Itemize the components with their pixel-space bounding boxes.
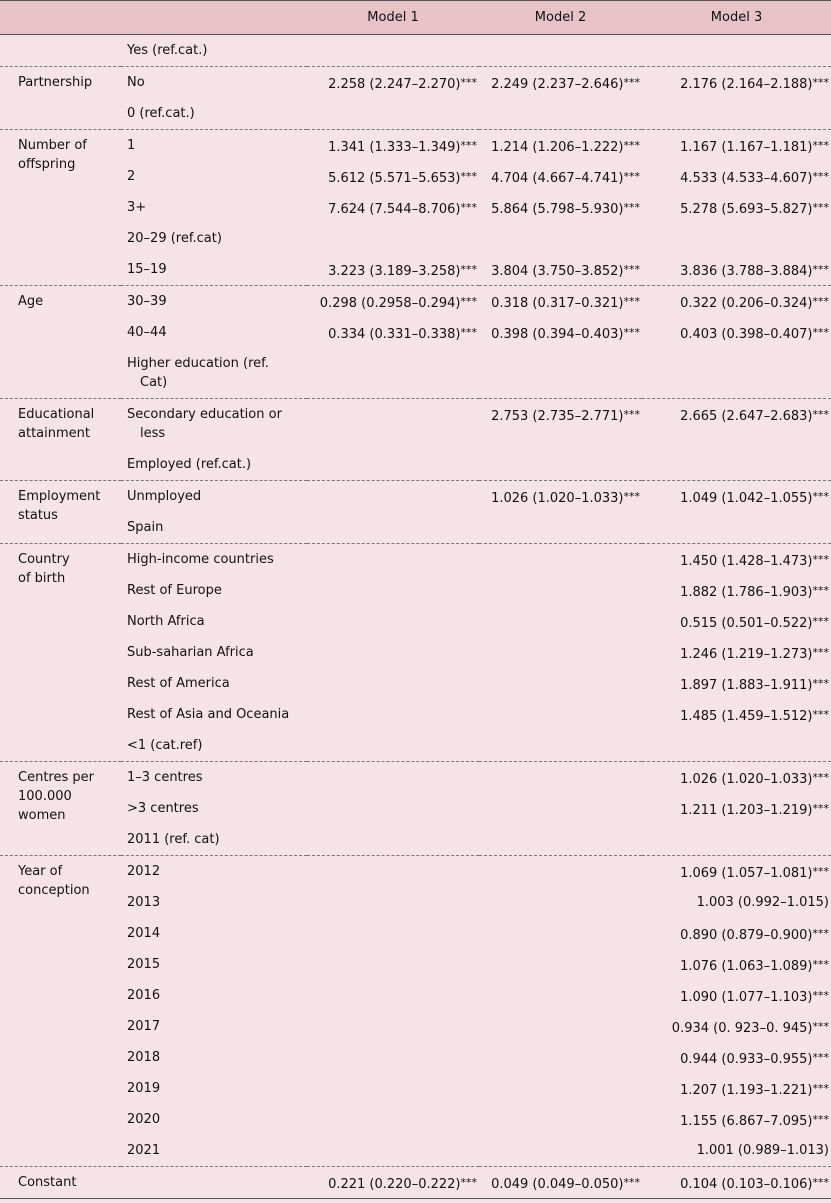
table-row <box>0 449 831 481</box>
level-label-line: 2013 <box>127 895 161 910</box>
table-row <box>0 1073 831 1104</box>
level-label <box>121 1104 307 1135</box>
table-row <box>0 348 831 399</box>
model-1-value: 5.612 (5.571–5.653)*** <box>328 170 477 186</box>
model-1-value: 2.258 (2.247–2.270)*** <box>307 67 479 99</box>
variable-label <box>0 67 121 130</box>
model-3-value <box>642 348 831 399</box>
significance-stars: *** <box>812 927 829 940</box>
variable-label-line: women <box>18 808 66 823</box>
variable-label-line: Year of <box>18 864 63 879</box>
model-3-value: 1.882 (1.786–1.903)*** <box>680 584 829 600</box>
significance-stars: *** <box>623 326 640 339</box>
variable-label <box>0 399 121 481</box>
table-row <box>0 317 831 348</box>
table-row <box>0 1042 831 1073</box>
header-model-3: Model 3 <box>642 1 831 35</box>
level-label <box>121 856 307 888</box>
model-1-value <box>307 1104 479 1135</box>
table-row <box>0 637 831 668</box>
level-label-line: Unmployed <box>127 489 202 504</box>
significance-stars: *** <box>460 76 477 89</box>
level-label-line: 1–3 centres <box>127 770 203 785</box>
level-label <box>121 1135 307 1167</box>
model-1-value <box>307 824 479 856</box>
model-3-value: 1.485 (1.459–1.512)*** <box>680 708 829 724</box>
model-3-value <box>642 35 831 67</box>
variable-label-line: offspring <box>18 157 76 172</box>
table-row <box>0 668 831 699</box>
significance-stars: *** <box>812 865 829 878</box>
model-2-value: 1.026 (1.020–1.033)*** <box>479 481 642 513</box>
significance-stars: *** <box>460 295 477 308</box>
table-row <box>0 1011 831 1042</box>
level-label <box>121 1167 307 1199</box>
model-2-value: 0.049 (0.049–0.050)*** <box>479 1167 642 1199</box>
level-label <box>121 512 307 544</box>
level-label <box>121 481 307 513</box>
model-2-value <box>479 637 642 668</box>
table-row <box>0 606 831 637</box>
variable-label-line: Country <box>18 552 70 567</box>
model-1-value <box>307 762 479 794</box>
model-2-value <box>479 223 642 254</box>
table-row <box>0 254 831 286</box>
level-label-line: 30–39 <box>127 294 167 309</box>
significance-stars: *** <box>812 201 829 214</box>
level-label-line: North Africa <box>127 614 205 629</box>
model-1-value <box>307 98 479 130</box>
significance-stars: *** <box>812 295 829 308</box>
level-label-line: No <box>127 75 145 90</box>
level-label <box>121 918 307 949</box>
model-1-value: 0.298 (0.2958–0.294)*** <box>307 286 479 318</box>
table-row <box>0 1167 831 1199</box>
level-label <box>121 317 307 348</box>
level-label <box>121 1073 307 1104</box>
variable-label-line: of birth <box>18 571 66 586</box>
level-label-line: Secondary education or <box>127 407 282 422</box>
level-label-line: 40–44 <box>127 325 167 340</box>
model-1-value <box>307 1042 479 1073</box>
significance-stars: *** <box>460 170 477 183</box>
model-2-value: 3.804 (3.750–3.852)*** <box>491 263 640 279</box>
model-2-value: 5.864 (5.798–5.930)*** <box>491 201 640 217</box>
significance-stars: *** <box>812 958 829 971</box>
model-1-value <box>307 481 479 513</box>
level-label <box>121 730 307 762</box>
significance-stars: *** <box>460 201 477 214</box>
level-label <box>121 699 307 730</box>
model-3-value: 0.890 (0.879–0.900)*** <box>680 927 829 943</box>
model-2-value <box>479 980 642 1011</box>
level-label-line: 3+ <box>127 200 147 215</box>
level-label-line: 1 <box>127 138 136 153</box>
table-row <box>0 793 831 824</box>
level-label-line: 15–19 <box>127 262 167 277</box>
level-label-line: >3 centres <box>127 801 199 816</box>
level-label <box>121 254 307 286</box>
model-1-value <box>307 918 479 949</box>
significance-stars: *** <box>812 1082 829 1095</box>
model-2-value <box>479 887 642 918</box>
model-1-value <box>307 575 479 606</box>
level-label <box>121 606 307 637</box>
level-label-line: 2018 <box>127 1050 161 1065</box>
model-3-value: 0.403 (0.398–0.407)*** <box>680 326 829 342</box>
model-1-value <box>307 606 479 637</box>
model-1-value <box>307 699 479 730</box>
model-3-value: 3.836 (3.788–3.884)*** <box>680 263 829 279</box>
table-row <box>0 223 831 254</box>
model-1-value <box>307 949 479 980</box>
model-1-value: 7.624 (7.544–8.706)*** <box>328 201 477 217</box>
level-label-line: High-income countries <box>127 552 274 567</box>
header-row <box>0 1 831 35</box>
table-row <box>0 161 831 192</box>
model-2-value <box>479 348 642 399</box>
level-label-line: Higher education (ref. <box>127 356 269 371</box>
level-label-line: 2014 <box>127 926 161 941</box>
level-label <box>121 980 307 1011</box>
variable-label-line: Educational <box>18 407 95 422</box>
level-label-line: 2021 <box>127 1143 161 1158</box>
model-3-value <box>642 449 831 481</box>
level-label <box>121 130 307 162</box>
significance-stars: *** <box>812 76 829 89</box>
model-2-value <box>479 949 642 980</box>
variable-label <box>0 762 121 856</box>
model-1-value <box>307 1011 479 1042</box>
table-row <box>0 575 831 606</box>
model-3-value: 4.533 (4.533–4.607)*** <box>680 170 829 186</box>
variable-label-line: Partnership <box>18 75 93 90</box>
model-1-value <box>307 399 479 450</box>
table-row <box>0 887 831 918</box>
significance-stars: *** <box>623 408 640 421</box>
model-2-value <box>479 699 642 730</box>
model-3-value: 0.934 (0. 923–0. 945)*** <box>671 1020 829 1036</box>
model-3-value: 1.167 (1.167–1.181)*** <box>642 130 831 162</box>
model-1-value <box>307 449 479 481</box>
model-2-value <box>479 824 642 856</box>
model-2-value: 2.249 (2.237–2.646)*** <box>479 67 642 99</box>
variable-label-line: Constant <box>18 1175 77 1190</box>
model-3-value: 1.076 (1.063–1.089)*** <box>680 958 829 974</box>
model-2-value <box>479 512 642 544</box>
significance-stars: *** <box>812 170 829 183</box>
level-label <box>121 824 307 856</box>
model-3-value: 5.278 (5.693–5.827)*** <box>680 201 829 217</box>
level-label-line: Rest of Europe <box>127 583 222 598</box>
model-3-value: 0.944 (0.933–0.955)*** <box>680 1051 829 1067</box>
model-2-value <box>479 1042 642 1073</box>
model-2-value <box>479 1011 642 1042</box>
table-row <box>0 762 831 794</box>
significance-stars: *** <box>623 263 640 276</box>
table-row <box>0 98 831 130</box>
table-body <box>0 35 831 1199</box>
model-3-value: 1.897 (1.883–1.911)*** <box>680 677 829 693</box>
level-label <box>121 223 307 254</box>
model-1-value: 0.334 (0.331–0.338)*** <box>328 326 477 342</box>
model-3-value: 0.104 (0.103–0.106)*** <box>642 1167 831 1199</box>
significance-stars: *** <box>623 490 640 503</box>
level-label <box>121 161 307 192</box>
variable-label <box>0 544 121 762</box>
level-label <box>121 637 307 668</box>
model-3-value: 1.211 (1.203–1.219)*** <box>680 802 829 818</box>
significance-stars: *** <box>623 295 640 308</box>
level-label <box>121 35 307 67</box>
table-row <box>0 67 831 99</box>
level-label <box>121 762 307 794</box>
table-row <box>0 192 831 223</box>
model-3-value <box>642 824 831 856</box>
table-row <box>0 35 831 67</box>
model-3-value: 1.207 (1.193–1.221)*** <box>680 1082 829 1098</box>
model-3-value: 0.515 (0.501–0.522)*** <box>680 615 829 631</box>
variable-label <box>0 35 121 67</box>
level-label <box>121 1042 307 1073</box>
level-label <box>121 949 307 980</box>
significance-stars: *** <box>812 1176 829 1189</box>
model-1-value: 0.221 (0.220–0.222)*** <box>307 1167 479 1199</box>
model-3-value: 2.176 (2.164–2.188)*** <box>642 67 831 99</box>
model-1-value: 1.341 (1.333–1.349)*** <box>307 130 479 162</box>
significance-stars: *** <box>623 170 640 183</box>
table-row <box>0 130 831 162</box>
model-1-value <box>307 668 479 699</box>
model-1-value <box>307 856 479 888</box>
level-label-line: Rest of America <box>127 676 230 691</box>
level-label <box>121 793 307 824</box>
table-row <box>0 1104 831 1135</box>
model-2-value <box>479 449 642 481</box>
level-label <box>121 286 307 318</box>
level-label-line: <1 (cat.ref) <box>127 738 203 753</box>
level-label-line: 2 <box>127 169 136 184</box>
variable-label <box>0 481 121 544</box>
significance-stars: *** <box>812 989 829 1002</box>
level-label <box>121 887 307 918</box>
significance-stars: *** <box>812 615 829 628</box>
variable-label-line: Centres per <box>18 770 94 785</box>
model-1-value <box>307 1073 479 1104</box>
model-1-value <box>307 35 479 67</box>
level-label-line: 2016 <box>127 988 161 1003</box>
variable-label-line: 100.000 <box>18 789 72 804</box>
model-1-value <box>307 637 479 668</box>
significance-stars: *** <box>812 646 829 659</box>
level-label-line: 2012 <box>127 864 161 879</box>
model-2-value <box>479 793 642 824</box>
header-level <box>121 1 307 35</box>
significance-stars: *** <box>460 326 477 339</box>
significance-stars: *** <box>812 708 829 721</box>
model-3-value: 0.322 (0.206–0.324)*** <box>642 286 831 318</box>
model-3-value: 1.090 (1.077–1.103)*** <box>680 989 829 1005</box>
significance-stars: *** <box>623 139 640 152</box>
variable-label-line: Number of <box>18 138 87 153</box>
table-row <box>0 980 831 1011</box>
significance-stars: *** <box>460 1176 477 1189</box>
level-label-line: 20–29 (ref.cat) <box>127 231 222 246</box>
level-label-line: Sub-saharian Africa <box>127 645 254 660</box>
header-variable <box>0 1 121 35</box>
model-2-value <box>479 762 642 794</box>
table-row <box>0 730 831 762</box>
table-row <box>0 1135 831 1167</box>
variable-label-line: status <box>18 508 58 523</box>
variable-label <box>0 856 121 1167</box>
model-3-value: 1.001 (0.989–1.013) <box>696 1143 829 1158</box>
model-2-value <box>479 668 642 699</box>
level-label <box>121 575 307 606</box>
table-row <box>0 949 831 980</box>
model-2-value <box>479 606 642 637</box>
level-label <box>121 1011 307 1042</box>
level-label <box>121 348 307 399</box>
table-row <box>0 544 831 576</box>
significance-stars: *** <box>623 76 640 89</box>
model-2-value <box>479 98 642 130</box>
level-label-line: 2011 (ref. cat) <box>127 832 220 847</box>
model-3-value: 1.450 (1.428–1.473)*** <box>642 544 831 576</box>
model-2-value <box>479 1073 642 1104</box>
significance-stars: *** <box>460 139 477 152</box>
model-3-value <box>642 730 831 762</box>
model-3-value <box>642 223 831 254</box>
model-3-value: 1.049 (1.042–1.055)*** <box>642 481 831 513</box>
level-label-line: 2020 <box>127 1112 161 1127</box>
model-2-value: 1.214 (1.206–1.222)*** <box>479 130 642 162</box>
model-3-value: 1.026 (1.020–1.033)*** <box>642 762 831 794</box>
significance-stars: *** <box>812 139 829 152</box>
variable-label-line: attainment <box>18 426 90 441</box>
significance-stars: *** <box>812 677 829 690</box>
model-2-value <box>479 1104 642 1135</box>
model-1-value: 3.223 (3.189–3.258)*** <box>328 263 477 279</box>
level-label-line: 2017 <box>127 1019 161 1034</box>
model-1-value <box>307 348 479 399</box>
model-1-value <box>307 887 479 918</box>
model-2-value <box>479 856 642 888</box>
significance-stars: *** <box>812 553 829 566</box>
model-1-value <box>307 730 479 762</box>
table-row <box>0 399 831 450</box>
significance-stars: *** <box>812 584 829 597</box>
level-label-line: 2015 <box>127 957 161 972</box>
level-label-line: Employed (ref.cat.) <box>127 457 252 472</box>
level-label <box>121 67 307 99</box>
table-row <box>0 699 831 730</box>
level-label-line: less <box>140 426 166 441</box>
model-2-value <box>479 1135 642 1167</box>
significance-stars: *** <box>460 263 477 276</box>
significance-stars: *** <box>812 408 829 421</box>
model-2-value: 4.704 (4.667–4.741)*** <box>491 170 640 186</box>
level-label <box>121 668 307 699</box>
variable-label-line: Employment <box>18 489 101 504</box>
model-1-value <box>307 544 479 576</box>
level-label-line: 0 (ref.cat.) <box>127 106 195 121</box>
table-row <box>0 481 831 513</box>
header-model-2: Model 2 <box>479 1 642 35</box>
level-label <box>121 449 307 481</box>
model-2-value <box>479 35 642 67</box>
model-3-value: 2.665 (2.647–2.683)*** <box>642 399 831 450</box>
model-2-value <box>479 575 642 606</box>
model-2-value: 0.318 (0.317–0.321)*** <box>479 286 642 318</box>
model-1-value <box>307 1135 479 1167</box>
model-1-value <box>307 223 479 254</box>
significance-stars: *** <box>812 1051 829 1064</box>
model-3-value: 1.069 (1.057–1.081)*** <box>642 856 831 888</box>
model-2-value: 2.753 (2.735–2.771)*** <box>479 399 642 450</box>
significance-stars: *** <box>812 771 829 784</box>
level-label <box>121 399 307 450</box>
level-label-line: 2019 <box>127 1081 161 1096</box>
variable-label-line: conception <box>18 883 90 898</box>
level-label <box>121 544 307 576</box>
variable-label-line: Age <box>18 294 44 309</box>
model-1-value <box>307 793 479 824</box>
model-2-value <box>479 918 642 949</box>
level-label <box>121 192 307 223</box>
model-2-value <box>479 544 642 576</box>
header-model-1: Model 1 <box>307 1 479 35</box>
model-1-value <box>307 980 479 1011</box>
model-2-value <box>479 730 642 762</box>
significance-stars: *** <box>812 326 829 339</box>
level-label-line: Cat) <box>140 375 168 390</box>
variable-label <box>0 1167 121 1199</box>
variable-label <box>0 286 121 399</box>
model-3-value <box>642 512 831 544</box>
model-3-value: 1.246 (1.219–1.273)*** <box>680 646 829 662</box>
model-2-value: 0.398 (0.394–0.403)*** <box>491 326 640 342</box>
variable-label <box>0 130 121 286</box>
model-3-value <box>642 98 831 130</box>
table-row <box>0 918 831 949</box>
table-row <box>0 824 831 856</box>
level-label-line: Spain <box>127 520 164 535</box>
significance-stars: *** <box>812 263 829 276</box>
table-row <box>0 856 831 888</box>
significance-stars: *** <box>812 490 829 503</box>
level-label-line: Yes (ref.cat.) <box>127 43 208 58</box>
significance-stars: *** <box>623 1176 640 1189</box>
table-row <box>0 512 831 544</box>
significance-stars: *** <box>812 1020 829 1033</box>
model-3-value: 1.003 (0.992–1.015) <box>696 895 829 910</box>
significance-stars: *** <box>623 201 640 214</box>
level-label-line: Rest of Asia and Oceania <box>127 707 290 722</box>
table-row <box>0 286 831 318</box>
model-1-value <box>307 512 479 544</box>
level-label <box>121 98 307 130</box>
model-3-value: 1.155 (6.867–7.095)*** <box>680 1113 829 1129</box>
significance-stars: *** <box>812 802 829 815</box>
significance-stars: *** <box>812 1113 829 1126</box>
